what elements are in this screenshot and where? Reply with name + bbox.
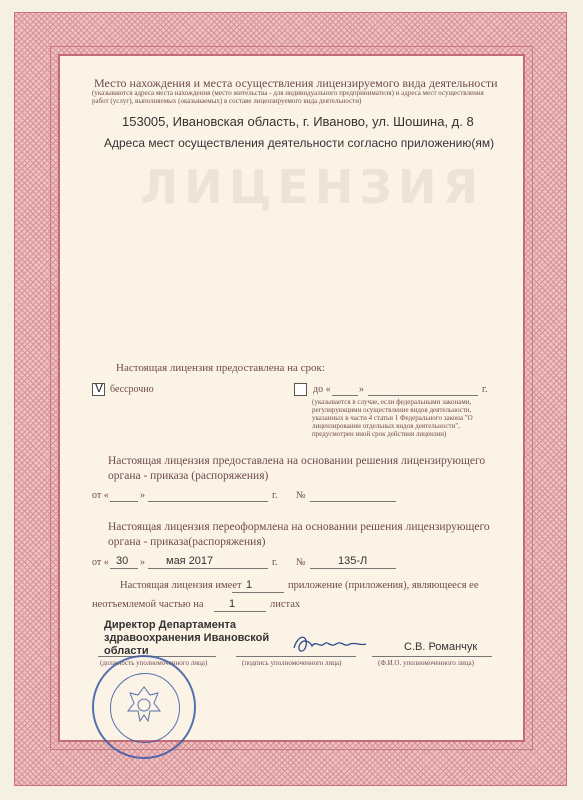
places-note: Адреса мест осуществления деятельности согласно приложению(ям) <box>104 136 495 150</box>
reissue-number-line <box>310 568 396 569</box>
basis-year: г. <box>272 490 278 501</box>
signatory-position: Директор Департамента здравоохранения Ивановской области <box>104 619 270 657</box>
until-day-line <box>332 395 358 396</box>
appendix-d: листах <box>270 599 301 610</box>
watermark: ЛИЦЕНЗИЯ <box>140 160 484 214</box>
check-mark: V <box>95 381 104 395</box>
until-prefix: до « <box>313 384 331 395</box>
header-title: Место нахождения и места осуществления лицензируемого вида деятельности <box>94 76 498 90</box>
reissue-from: от « <box>92 557 109 568</box>
reissue-year: г. <box>272 557 278 568</box>
unlimited-checkbox[interactable] <box>92 383 105 396</box>
official-seal <box>92 655 196 759</box>
reissue-no: № <box>296 557 306 568</box>
term-label: Настоящая лицензия предоставлена на срок: <box>116 362 325 374</box>
appendix-c: неотъемлемой частью на <box>92 599 204 610</box>
reissue-month-line <box>148 568 268 569</box>
signatory-name: С.В. Романчук <box>404 641 478 653</box>
unlimited-label: бессрочно <box>110 384 154 395</box>
appendix-count: 1 <box>246 579 253 591</box>
basis-month-line <box>148 501 268 502</box>
appendix-b: приложение (приложения), являющееся ее <box>288 580 479 591</box>
until-checkbox[interactable] <box>294 383 307 396</box>
appendix-pages-line <box>214 611 266 612</box>
signature-line <box>236 656 356 657</box>
appendix-pages: 1 <box>229 598 236 610</box>
until-note: (указывается в случае, если федеральными законами, регулирующими осуществление видов деятельности, указанных в части 4 статьи 1 Федерального закона "О лицензировании отдельных видов деятельности", предусмотрен иной срок действия лицензии) <box>312 398 473 438</box>
reissue-text: Настоящая лицензия переоформлена на основании решения лицензирующего органа - приказа(распоряжения) <box>108 521 490 548</box>
basis-number-line <box>310 501 396 502</box>
name-label: (Ф.И.О. уполномоченного лица) <box>378 659 474 667</box>
reissue-day-line <box>110 568 138 569</box>
appendix-count-line <box>232 592 284 593</box>
until-mid: » <box>359 384 364 395</box>
until-suffix: г. <box>482 384 488 395</box>
basis-mid: » <box>140 490 145 501</box>
reissue-mid: » <box>140 557 145 568</box>
position-label: (должность уполномоченного лица) <box>100 659 208 667</box>
name-line <box>372 656 492 657</box>
until-month-line <box>368 395 478 396</box>
signature-label: (подпись уполномоченного лица) <box>242 659 342 667</box>
reissue-day: 30 <box>116 555 129 567</box>
address: 153005, Ивановская область, г. Иваново, ул. Шошина, д. 8 <box>122 114 474 129</box>
header-note: (указываются адреса места нахождения (место жительства - для индивидуального предпринимателя) и адреса мест осуществления работ (услуг), выполняемых (оказываемых) в составе лицензируемого вида деятельности) <box>92 89 484 105</box>
handwritten-signature <box>290 632 370 656</box>
basis-day-line <box>110 501 138 502</box>
basis-text: Настоящая лицензия предоставлена на основании решения лицензирующего органа - приказа (распоряжения) <box>108 455 486 482</box>
seal-emblem <box>94 657 194 757</box>
appendix-a: Настоящая лицензия имеет <box>120 580 242 591</box>
reissue-date: мая 2017 <box>166 555 214 567</box>
basis-no: № <box>296 490 306 501</box>
reissue-number: 135-Л <box>338 555 368 567</box>
basis-from: от « <box>92 490 109 501</box>
